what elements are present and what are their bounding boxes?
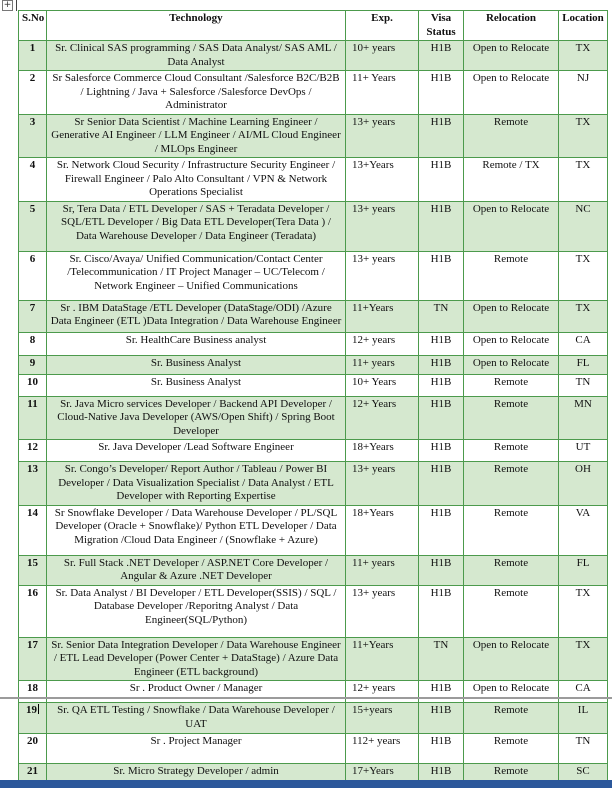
- table-row: [19, 440, 608, 462]
- cell-visa[interactable]: H1B: [419, 374, 464, 396]
- table-row: [19, 637, 608, 681]
- table-row: [19, 585, 608, 637]
- candidates-table-page2: [18, 702, 608, 781]
- cell-exp[interactable]: 11+ years: [346, 555, 419, 585]
- text-cursor: [16, 0, 17, 11]
- table-move-handle-icon[interactable]: +: [3, 0, 12, 10]
- cell-no[interactable]: 19: [19, 703, 47, 734]
- cell-exp[interactable]: 18+Years: [346, 505, 419, 555]
- cell-relocation[interactable]: Open to Relocate: [464, 71, 559, 115]
- table-row: [19, 355, 608, 374]
- cell-visa[interactable]: H1B: [419, 585, 464, 637]
- cell-no[interactable]: 12: [19, 440, 47, 462]
- cell-tech[interactable]: Sr. Business Analyst: [47, 374, 346, 396]
- cell-no[interactable]: 21: [19, 764, 47, 781]
- cell-no[interactable]: 7: [19, 300, 47, 332]
- cell-relocation[interactable]: Remote: [464, 703, 559, 734]
- cell-exp[interactable]: 13+ years: [346, 114, 419, 158]
- table-row: [19, 201, 608, 251]
- cell-location[interactable]: MN: [559, 396, 608, 440]
- cell-exp[interactable]: 12+ Years: [346, 396, 419, 440]
- cell-exp[interactable]: 17+Years: [346, 764, 419, 781]
- candidates-table-page1: [18, 10, 608, 709]
- table-row: [19, 462, 608, 506]
- cell-visa[interactable]: H1B: [419, 332, 464, 355]
- cell-exp[interactable]: 11+Years: [346, 300, 419, 332]
- cell-location[interactable]: CA: [559, 681, 608, 709]
- cell-location[interactable]: TX: [559, 158, 608, 202]
- cell-relocation[interactable]: Remote: [464, 251, 559, 300]
- cell-tech[interactable]: Sr Senior Data Scientist / Machine Learning Engineer / Generative AI Engineer / LLM Engineer / AI/ML Cloud Engineer / MLOps Engineer: [47, 114, 346, 158]
- cell-exp[interactable]: 13+ years: [346, 251, 419, 300]
- cell-exp[interactable]: 10+ Years: [346, 374, 419, 396]
- cell-no[interactable]: 14: [19, 505, 47, 555]
- cell-location[interactable]: TX: [559, 41, 608, 71]
- cell-location[interactable]: TX: [559, 637, 608, 681]
- cell-visa[interactable]: H1B: [419, 251, 464, 300]
- cell-location[interactable]: OH: [559, 462, 608, 506]
- cell-relocation[interactable]: Open to Relocate: [464, 41, 559, 71]
- text-cursor: [38, 704, 39, 714]
- cell-location[interactable]: NJ: [559, 71, 608, 115]
- cell-visa[interactable]: H1B: [419, 734, 464, 764]
- cell-tech[interactable]: Sr. HealthCare Business analyst: [47, 332, 346, 355]
- cell-tech[interactable]: Sr. QA ETL Testing / Snowflake / Data Warehouse Developer / UAT: [47, 703, 346, 734]
- cell-location[interactable]: CA: [559, 332, 608, 355]
- cell-visa[interactable]: H1B: [419, 703, 464, 734]
- cell-tech[interactable]: Sr. Senior Data Integration Developer / Data Warehouse Engineer / ETL Lead Developer (Power Center + DataStage) / Azure Data Engineer (ETL background): [47, 637, 346, 681]
- cell-relocation[interactable]: Open to Relocate: [464, 355, 559, 374]
- cell-relocation[interactable]: Remote: [464, 462, 559, 506]
- cell-no[interactable]: 1: [19, 41, 47, 71]
- cell-exp[interactable]: 12+ years: [346, 681, 419, 709]
- cell-tech[interactable]: Sr. Cisco/Avaya/ Unified Communication/Contact Center /Telecommunication / IT Project Manager – UC/Telecom / Network Engineer – Unified Communications: [47, 251, 346, 300]
- cell-location[interactable]: TN: [559, 374, 608, 396]
- column-header-technology[interactable]: Technology: [47, 11, 346, 41]
- table-row: [19, 396, 608, 440]
- cell-relocation[interactable]: Remote: [464, 114, 559, 158]
- cell-visa[interactable]: H1B: [419, 41, 464, 71]
- cell-tech[interactable]: Sr Salesforce Commerce Cloud Consultant /Salesforce B2C/B2B / Lightning / Java + Salesforce /Salesforce DevOps / Administrator: [47, 71, 346, 115]
- cell-visa[interactable]: H1B: [419, 681, 464, 709]
- table-row: [19, 332, 608, 355]
- cell-relocation[interactable]: Remote / TX: [464, 158, 559, 202]
- column-header-visa-status[interactable]: Visa Status: [419, 11, 464, 41]
- table-row: [19, 41, 608, 71]
- cell-location[interactable]: FL: [559, 355, 608, 374]
- cell-relocation[interactable]: Remote: [464, 585, 559, 637]
- cell-tech[interactable]: Sr. Business Analyst: [47, 355, 346, 374]
- window-bottom-bar: [0, 780, 612, 788]
- cell-tech[interactable]: Sr . Project Manager: [47, 734, 346, 764]
- table-row: [19, 555, 608, 585]
- cell-no[interactable]: 17: [19, 637, 47, 681]
- cell-exp[interactable]: 15+years: [346, 703, 419, 734]
- cell-no[interactable]: 6: [19, 251, 47, 300]
- cell-no[interactable]: 16: [19, 585, 47, 637]
- cell-no[interactable]: 11: [19, 396, 47, 440]
- cell-relocation[interactable]: Remote: [464, 374, 559, 396]
- column-header-exp-[interactable]: Exp.: [346, 11, 419, 41]
- cell-tech[interactable]: Sr. Clinical SAS programming / SAS Data Analyst/ SAS AML / Data Analyst: [47, 41, 346, 71]
- cell-visa[interactable]: H1B: [419, 505, 464, 555]
- cell-exp[interactable]: 11+Years: [346, 637, 419, 681]
- column-header-s-no[interactable]: S.No: [19, 11, 47, 41]
- cell-no[interactable]: 10: [19, 374, 47, 396]
- cell-tech[interactable]: Sr. Java Developer /Lead Software Engineer: [47, 440, 346, 462]
- cell-relocation[interactable]: Open to Relocate: [464, 637, 559, 681]
- cell-exp[interactable]: 10+ years: [346, 41, 419, 71]
- cell-tech[interactable]: Sr, Tera Data / ETL Developer / SAS + Teradata Developer / SQL/ETL Developer / Big Data ETL Developer(Tera Data ) / Data Warehouse Developer / Data Engineer (Teradata): [47, 201, 346, 251]
- cell-no[interactable]: 20: [19, 734, 47, 764]
- cell-location[interactable]: TX: [559, 585, 608, 637]
- cell-visa[interactable]: H1B: [419, 462, 464, 506]
- cell-tech[interactable]: Sr . Product Owner / Manager: [47, 681, 346, 709]
- cell-tech[interactable]: Sr Snowflake Developer / Data Warehouse Developer / PL/SQL Developer (Oracle + Snowflake)/ Python ETL Developer / Data Migration /Cloud Data Engineer / (Snowflake + Azure): [47, 505, 346, 555]
- cell-no[interactable]: 13: [19, 462, 47, 506]
- cell-location[interactable]: SC: [559, 764, 608, 781]
- cell-exp[interactable]: 13+ years: [346, 585, 419, 637]
- cell-relocation[interactable]: Remote: [464, 734, 559, 764]
- cell-relocation[interactable]: Open to Relocate: [464, 201, 559, 251]
- column-header-location[interactable]: Location: [559, 11, 608, 41]
- cell-exp[interactable]: 112+ years: [346, 734, 419, 764]
- table-row: [19, 703, 608, 734]
- cell-visa[interactable]: H1B: [419, 201, 464, 251]
- cell-location[interactable]: TX: [559, 114, 608, 158]
- cell-relocation[interactable]: Remote: [464, 440, 559, 462]
- cell-visa[interactable]: H1B: [419, 158, 464, 202]
- cell-relocation[interactable]: Remote: [464, 505, 559, 555]
- cell-tech[interactable]: Sr. Java Micro services Developer / Backend API Developer / Cloud-Native Java Developer (AWS/Open Shift) / Spring Boot Developer: [47, 396, 346, 440]
- table-row: [19, 158, 608, 202]
- page-break-divider: [0, 697, 612, 699]
- table-row: [19, 734, 608, 764]
- cell-visa[interactable]: H1B: [419, 355, 464, 374]
- cell-location[interactable]: IL: [559, 703, 608, 734]
- cell-relocation[interactable]: Remote: [464, 396, 559, 440]
- cell-relocation[interactable]: Open to Relocate: [464, 332, 559, 355]
- cell-location[interactable]: NC: [559, 201, 608, 251]
- cell-exp[interactable]: 13+ years: [346, 462, 419, 506]
- cell-no[interactable]: 9: [19, 355, 47, 374]
- cell-location[interactable]: VA: [559, 505, 608, 555]
- cell-tech[interactable]: Sr. Micro Strategy Developer / admin: [47, 764, 346, 781]
- cell-exp[interactable]: 11+ Years: [346, 71, 419, 115]
- table-row: [19, 251, 608, 300]
- cell-exp[interactable]: 18+Years: [346, 440, 419, 462]
- cell-visa[interactable]: H1B: [419, 764, 464, 781]
- cell-location[interactable]: TX: [559, 251, 608, 300]
- cell-relocation[interactable]: Open to Relocate: [464, 681, 559, 709]
- column-header-relocation[interactable]: Relocation: [464, 11, 559, 41]
- cell-no[interactable]: 5: [19, 201, 47, 251]
- cell-no[interactable]: 8: [19, 332, 47, 355]
- cell-relocation[interactable]: Remote: [464, 555, 559, 585]
- table-row: [19, 374, 608, 396]
- cell-no[interactable]: 18: [19, 681, 47, 709]
- cell-tech[interactable]: Sr. Full Stack .NET Developer / ASP.NET Core Developer / Angular & Azure .NET Developer: [47, 555, 346, 585]
- cell-location[interactable]: TN: [559, 734, 608, 764]
- cell-location[interactable]: UT: [559, 440, 608, 462]
- table-row: [19, 71, 608, 115]
- cell-tech[interactable]: Sr. Data Analyst / BI Developer / ETL Developer(SSIS) / SQL / Database Developer /Reporitng Analyst / Data Engineer(SQL/Python): [47, 585, 346, 637]
- cell-visa[interactable]: H1B: [419, 555, 464, 585]
- table-row: [19, 114, 608, 158]
- cell-tech[interactable]: Sr. Congo’s Developer/ Report Author / Tableau / Power BI Developer / Data Visualization Specialist / Data Analyst / ETL Developer with Reporting Expertise: [47, 462, 346, 506]
- table-header-row: [19, 11, 608, 41]
- cell-visa[interactable]: H1B: [419, 440, 464, 462]
- cell-visa[interactable]: TN: [419, 637, 464, 681]
- cell-location[interactable]: FL: [559, 555, 608, 585]
- cell-exp[interactable]: 13+ years: [346, 201, 419, 251]
- cell-location[interactable]: TX: [559, 300, 608, 332]
- cell-visa[interactable]: H1B: [419, 396, 464, 440]
- cell-relocation[interactable]: Remote: [464, 764, 559, 781]
- cell-exp[interactable]: 12+ years: [346, 332, 419, 355]
- table-row: [19, 300, 608, 332]
- cell-exp[interactable]: 13+Years: [346, 158, 419, 202]
- cell-no[interactable]: 4: [19, 158, 47, 202]
- cell-visa[interactable]: H1B: [419, 71, 464, 115]
- table-row: [19, 764, 608, 781]
- cell-tech[interactable]: Sr. Network Cloud Security / Infrastructure Security Engineer / Firewall Engineer / Palo Alto Consultant / VPN & Network Operations Specialist: [47, 158, 346, 202]
- cell-no[interactable]: 15: [19, 555, 47, 585]
- cell-no[interactable]: 2: [19, 71, 47, 115]
- cell-visa[interactable]: H1B: [419, 114, 464, 158]
- cell-exp[interactable]: 11+ years: [346, 355, 419, 374]
- cell-relocation[interactable]: Open to Relocate: [464, 300, 559, 332]
- cell-visa[interactable]: TN: [419, 300, 464, 332]
- table-row: [19, 505, 608, 555]
- cell-no[interactable]: 3: [19, 114, 47, 158]
- cell-tech[interactable]: Sr . IBM DataStage /ETL Developer (DataStage/ODI) /Azure Data Engineer (ETL )Data Integration / Data Warehouse Engineer: [47, 300, 346, 332]
